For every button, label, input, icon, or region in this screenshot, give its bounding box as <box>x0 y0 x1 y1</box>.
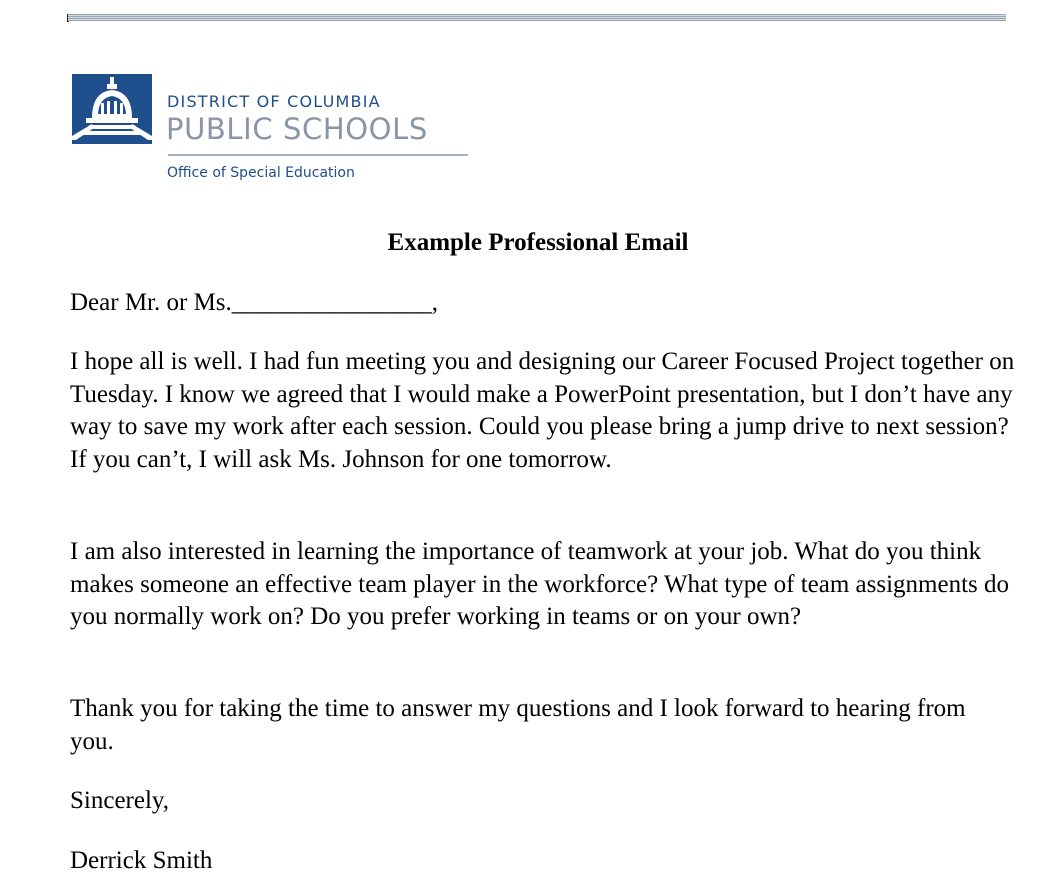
document-title: Example Professional Email <box>387 229 689 256</box>
body-paragraph-2: I am also interested in learning the importance of teamwork at your job. What do you think makes someone an effective team player in the workforce? What type of team assignments do you normally work on? Do you prefer working in teams or on your own? <box>70 538 1010 630</box>
dcps-logo <box>72 74 472 186</box>
salutation: Dear Mr. or Ms.________________, <box>70 289 439 316</box>
closing: Sincerely, <box>70 787 170 814</box>
capitol-dome-icon <box>72 74 152 144</box>
signature: Derrick Smith <box>70 847 213 874</box>
body-paragraph-1: I hope all is well. I had fun meeting you and designing our Career Focused Project together on Tuesday. I know we agreed that I would make a PowerPoint presentation, but I don’t have any way to save my work after each session. Could you please bring a jump drive to next session? If you can’t, I will ask Ms. Johnson for one tomorrow. <box>70 348 1015 473</box>
logo-public-schools-text: PUBLIC SCHOOLS <box>166 112 428 146</box>
logo-district-text: DISTRICT OF COLUMBIA <box>167 92 381 111</box>
logo-divider <box>168 154 468 156</box>
body-paragraph-3: Thank you for taking the time to answer my questions and I look forward to hearing from you. <box>70 695 966 755</box>
logo-office-text: Office of Special Education <box>167 165 355 181</box>
header-border <box>68 14 1006 21</box>
